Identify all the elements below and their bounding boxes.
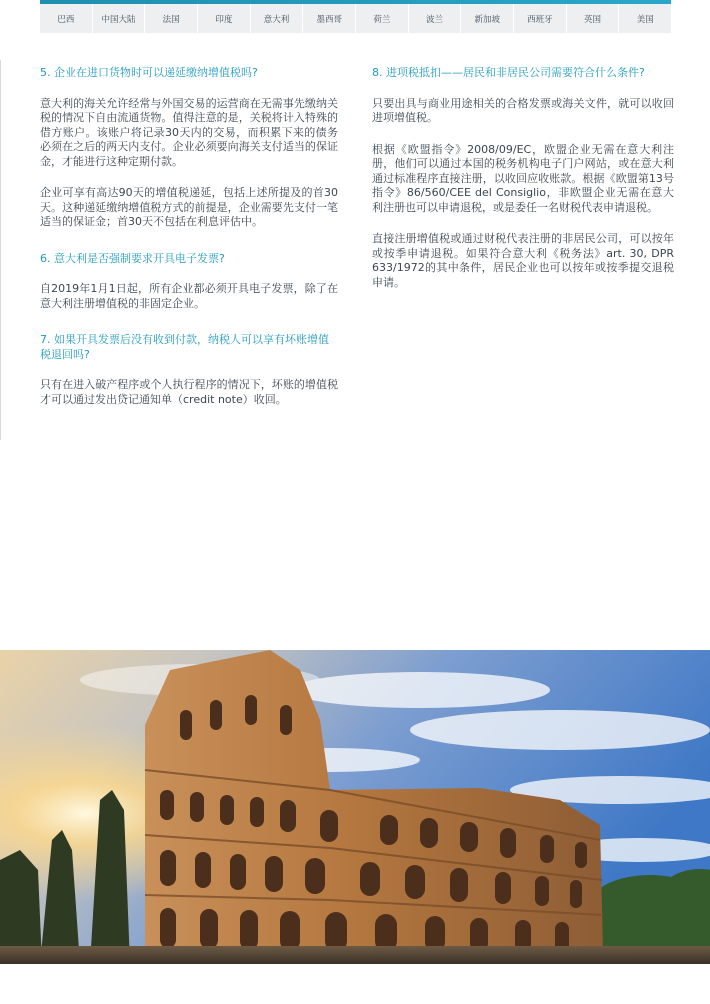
- tab-singapore[interactable]: 新加坡: [461, 4, 514, 33]
- q5-paragraph-1: 意大利的海关允许经常与外国交易的运营商在无需事先缴纳关税的情况下自由流通货物。值得注意的是，关税将计入特殊的借方账户。该账户将记录30天内的交易，而积累下来的债务必须在之后的两天内支付。企业必须要向海关支付适当的保证金，才能进行这种定期付款。: [40, 96, 338, 168]
- section-q5: [40, 66, 338, 230]
- q6-heading: 6. 意大利是否强制要求开具电子发票?: [40, 251, 225, 265]
- tab-mexico[interactable]: 墨西哥: [303, 4, 356, 33]
- left-column: [40, 66, 338, 429]
- tab-italy[interactable]: 意大利: [251, 4, 304, 33]
- q8-heading: 8. 进项税抵扣——居民和非居民公司需要符合什么条件?: [372, 66, 645, 79]
- section-q6: [40, 252, 338, 312]
- tab-mainland-china[interactable]: 中国大陆: [93, 4, 146, 33]
- tab-usa[interactable]: 美国: [636, 14, 654, 25]
- tab-france[interactable]: 法国: [145, 4, 198, 33]
- right-column: [372, 66, 674, 312]
- tab-netherlands[interactable]: 荷兰: [356, 4, 409, 33]
- section-q8: [372, 66, 674, 290]
- q6-paragraph-1: 自2019年1月1日起，所有企业都必须开具电子发票，除了在意大利注册增值税的非固定企业。: [40, 282, 338, 310]
- tab-uk[interactable]: 英国: [567, 4, 620, 33]
- q5-heading: 5. 企业在进口货物时可以递延缴纳增值税吗?: [40, 66, 258, 79]
- section-q7: [40, 333, 338, 407]
- q7-paragraph-1: 只有在进入破产程序或个人执行程序的情况下，坏账的增值税才可以通过发出贷记通知单（credit note）收回。: [40, 378, 338, 406]
- q8-paragraph-3: 直接注册增值税或通过财税代表注册的非居民公司，可以按年或按季申请退税。如果符合意大利《税务法》art. 30, DPR 633/1972的其中条件，居民企业也可以按年或按季提交退税申请。: [372, 232, 674, 289]
- q8-paragraph-1: 只要出具与商业用途相关的合格发票或海关文件，就可以收回进项增值税。: [372, 96, 674, 124]
- q8-paragraph-2: 根据《欧盟指令》2008/09/EC，欧盟企业无需在意大利注册，他们可以通过本国的税务机构电子门户网站，或在意大利通过标准程序直接注册，以收回应收账款。根据《欧盟第13号指令》86/560/CEE del Consiglio，非欧盟企业无需在意大利注册也可以申请退税，或是委任一名财税代表申请退税。: [372, 142, 674, 214]
- colosseum-illustration: [0, 650, 710, 964]
- country-tabs: [40, 4, 671, 33]
- q5-paragraph-2: 企业可享有高达90天的增值税递延，包括上述所提及的首30天。这种递延缴纳增值税方式的前提是，企业需要先支付一笔适当的保证金；首30天不包括在利息评估中。: [40, 186, 338, 228]
- tab-india[interactable]: 印度: [198, 4, 251, 33]
- tab-spain[interactable]: 西班牙: [514, 4, 567, 33]
- colosseum-photo: [0, 650, 710, 964]
- left-margin-rule: [0, 60, 1, 440]
- tab-brazil[interactable]: 巴西: [40, 4, 93, 33]
- country-tab-bar: [40, 0, 671, 33]
- tab-poland[interactable]: 波兰: [409, 4, 462, 33]
- q7-heading: 7. 如果开具发票后没有收到付款，纳税人可以享有坏账增值税退回吗?: [40, 333, 329, 361]
